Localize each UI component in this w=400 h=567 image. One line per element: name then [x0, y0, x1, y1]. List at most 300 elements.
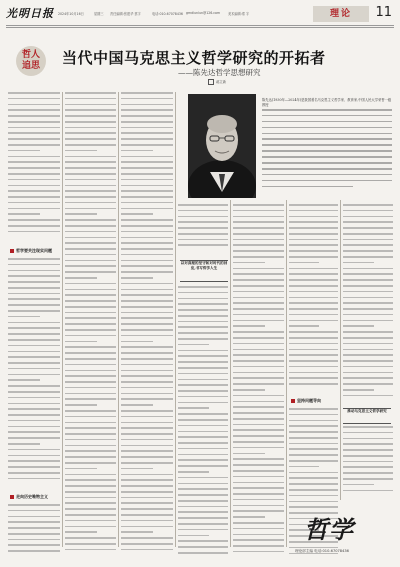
body-text-line [65, 185, 116, 187]
body-text-line [343, 210, 393, 212]
body-text-line [233, 331, 284, 333]
body-text-line [233, 279, 284, 281]
body-text-line [289, 408, 338, 410]
body-text-line [121, 531, 153, 533]
email-address: gmdlunlun@126.com [186, 11, 221, 15]
body-text-line [121, 497, 173, 499]
body-text-line [233, 441, 284, 443]
body-text-line [343, 297, 393, 299]
body-text-line [289, 262, 319, 264]
author-portrait [188, 94, 256, 198]
body-text-line [121, 474, 173, 476]
byline-box-icon [208, 79, 214, 85]
body-text-line [8, 431, 60, 433]
body-text-line [289, 431, 338, 433]
body-text-line [121, 410, 173, 412]
body-text-line [343, 227, 393, 229]
body-text-line [233, 389, 265, 391]
body-text-line [121, 427, 173, 429]
body-text-line [121, 283, 173, 285]
body-text-line [8, 533, 60, 535]
body-text-line [65, 422, 116, 424]
body-text-line [8, 219, 60, 221]
body-text-line [178, 216, 228, 218]
body-text-line [233, 262, 265, 264]
body-text-line [343, 244, 393, 246]
body-text-line [233, 210, 284, 212]
body-text-line [121, 404, 153, 406]
body-text-line [121, 422, 173, 424]
body-text-line [233, 227, 284, 229]
body-text-line [289, 256, 338, 258]
body-text-line [289, 448, 338, 450]
body-text-line [178, 244, 228, 246]
body-text-line [65, 364, 116, 366]
body-text-line [8, 516, 60, 518]
body-text-line [8, 333, 60, 335]
body-text-line [65, 202, 116, 204]
body-text-line [121, 167, 173, 169]
subheading-1-text: 哲学要关注现实问题 [16, 248, 52, 253]
body-text-line [289, 501, 338, 503]
body-text-line [233, 273, 284, 275]
body-text-line [65, 219, 116, 221]
body-text-line [8, 316, 40, 318]
text-column-6a [289, 204, 338, 394]
body-text-line [65, 491, 116, 493]
body-text-line [65, 190, 116, 192]
body-text-line [178, 471, 209, 473]
issue-date: 2024年10月16日 [58, 12, 84, 16]
body-text-line [8, 231, 60, 233]
body-text-line [8, 185, 60, 187]
body-text-line [233, 337, 284, 339]
body-text-line [178, 233, 228, 235]
body-text-line [289, 349, 338, 351]
body-text-line [65, 317, 116, 319]
body-text-line [8, 510, 60, 512]
body-text-line [8, 161, 60, 163]
body-text-line [343, 285, 393, 287]
body-text-line [289, 377, 338, 379]
body-text-line [65, 92, 116, 94]
body-text-line [289, 495, 338, 497]
body-text-line [121, 358, 173, 360]
body-text-line [65, 485, 116, 487]
body-text-line [178, 454, 228, 456]
body-text-line [65, 138, 116, 140]
body-text-line [233, 302, 284, 304]
body-text-line [178, 535, 209, 537]
body-text-line [121, 294, 173, 296]
body-text-line [343, 490, 393, 492]
body-text-line [178, 540, 228, 542]
body-text-line [65, 531, 97, 533]
body-text-line [289, 233, 338, 235]
body-text-line [289, 204, 338, 206]
headline: 当代中国马克思主义哲学研究的开拓者 [62, 49, 326, 67]
body-text-line [121, 300, 173, 302]
body-text-line [233, 314, 284, 316]
body-text-line [8, 287, 60, 289]
body-text-line [8, 298, 60, 300]
body-text-line [233, 499, 284, 501]
body-text-line [8, 167, 60, 169]
body-text-line [289, 210, 338, 212]
body-text-line [178, 523, 228, 525]
body-text-line [343, 268, 393, 270]
body-text-line [121, 132, 173, 134]
body-text-line [178, 390, 228, 392]
body-text-line [289, 372, 338, 374]
body-text-line [8, 478, 60, 480]
body-text-line [121, 485, 173, 487]
subheading-2 [291, 398, 321, 404]
body-text-line [343, 308, 393, 310]
body-text-line [178, 552, 228, 554]
body-text-line [65, 260, 116, 262]
body-text-line [178, 286, 228, 288]
body-text-line [178, 477, 228, 479]
body-text-line [343, 377, 393, 379]
body-text-line [121, 462, 173, 464]
body-text-line [233, 522, 284, 524]
body-text-line [65, 526, 116, 528]
body-text-line [65, 156, 116, 158]
pull-quote-1: 以对真理的坚守和对时代的回应,书写哲学人生 [180, 260, 228, 282]
body-text-line [121, 115, 173, 117]
body-text-line [343, 426, 393, 428]
body-text-line [8, 391, 60, 393]
footer-contact: 理论部主编 电话:010-67078436 [295, 549, 349, 553]
body-text-line [233, 221, 284, 223]
body-text-line [8, 132, 60, 134]
body-text-line [65, 132, 116, 134]
body-text-line [233, 545, 284, 547]
body-text-line [233, 487, 284, 489]
body-text-line [8, 264, 60, 266]
author-name: 郝立新 [216, 80, 227, 84]
body-text-line [8, 521, 60, 523]
body-text-line [233, 551, 284, 553]
body-text-line [178, 367, 228, 369]
body-text-line [8, 213, 40, 215]
body-text-line [289, 250, 338, 252]
body-text-line [178, 373, 228, 375]
body-text-line [233, 325, 265, 327]
body-text-line [343, 372, 393, 374]
body-text-line [178, 448, 228, 450]
body-text-line [121, 306, 173, 308]
body-text-line [178, 465, 228, 467]
section-brand: 哲学 [304, 515, 354, 544]
body-text-line [8, 270, 60, 272]
body-text-line [8, 127, 60, 129]
body-text-line [178, 338, 228, 340]
pull-quote-2: 推动马克思主义哲学研究 [343, 408, 391, 424]
body-text-line [178, 546, 228, 548]
body-text-line [8, 327, 60, 329]
body-text-line [121, 312, 173, 314]
body-text-line [289, 227, 338, 229]
body-text-line [8, 539, 60, 541]
body-text-line [121, 456, 173, 458]
body-text-line [233, 216, 284, 218]
subheading-3 [10, 494, 48, 500]
body-text-line [65, 433, 116, 435]
body-text-line [8, 179, 60, 181]
body-text-line [233, 505, 284, 507]
body-text-line [233, 412, 284, 414]
body-text-line [121, 109, 173, 111]
body-text-line [121, 335, 173, 337]
badge-line-1: 哲人 [21, 50, 40, 60]
body-text-line [233, 418, 284, 420]
body-text-line [121, 537, 173, 539]
body-text-line [121, 225, 173, 227]
body-text-line [121, 242, 173, 244]
body-text-line [178, 379, 228, 381]
body-text-line [121, 104, 173, 106]
body-text-line [121, 144, 173, 146]
body-text-line [233, 372, 284, 374]
body-text-line [178, 529, 228, 531]
body-text-line [289, 314, 338, 316]
body-text-line [65, 283, 116, 285]
body-text-line [65, 109, 116, 111]
body-text-line [233, 539, 284, 541]
body-text-line [178, 442, 228, 444]
body-text-line [343, 273, 393, 275]
body-text-line [343, 204, 393, 206]
body-text-line [233, 256, 284, 258]
body-text-line [8, 403, 60, 405]
newspaper-logo: 光明日报 [6, 7, 54, 20]
body-text-line [233, 250, 284, 252]
body-text-line [65, 387, 116, 389]
bio-block [262, 98, 392, 191]
body-text-line [233, 447, 284, 449]
body-text-line [8, 437, 60, 439]
section-tag: 理论 [313, 6, 369, 22]
body-text-line [178, 511, 228, 513]
body-text-line [65, 237, 116, 239]
body-text-line [8, 504, 60, 506]
body-text-line [343, 354, 393, 356]
body-text-line [233, 429, 284, 431]
body-text-line [178, 494, 228, 496]
body-text-line [343, 331, 393, 333]
body-text-line [8, 339, 60, 341]
body-text-line [343, 466, 393, 468]
body-text-line [121, 127, 173, 129]
body-text-line [65, 427, 116, 429]
body-text-line [8, 322, 60, 324]
body-text-line [289, 477, 338, 479]
body-text-line [178, 407, 209, 409]
body-text-line [65, 115, 116, 117]
body-text-line [121, 260, 173, 262]
body-text-line [65, 306, 116, 308]
body-text-line [65, 398, 116, 400]
body-text-line [8, 293, 60, 295]
body-text-line [121, 491, 173, 493]
body-text-line [8, 173, 60, 175]
body-text-line [233, 406, 284, 408]
body-text-line [8, 374, 60, 376]
body-text-line [343, 389, 374, 391]
body-text-line [121, 277, 153, 279]
body-text-line [233, 343, 284, 345]
body-text-line [289, 285, 338, 287]
body-text-line [121, 398, 173, 400]
body-text-line [289, 466, 319, 468]
body-text-line [233, 285, 284, 287]
body-text-line [289, 308, 338, 310]
body-text-line [65, 213, 97, 215]
body-text-line [121, 445, 173, 447]
body-text-line [65, 474, 116, 476]
body-text-line [343, 221, 393, 223]
body-text-line [289, 472, 338, 474]
body-text-line [233, 435, 284, 437]
body-text-line [65, 161, 116, 163]
body-text-line [178, 315, 228, 317]
body-text-line [178, 355, 228, 357]
body-text-line [65, 173, 116, 175]
body-text-line [65, 450, 116, 452]
body-text-line [65, 508, 116, 510]
body-text-line [178, 298, 228, 300]
body-text-line [178, 517, 228, 519]
body-text-line [289, 460, 338, 462]
body-text-line [8, 138, 60, 140]
body-text-line [343, 302, 393, 304]
body-text-line [8, 420, 60, 422]
text-column-5 [233, 204, 284, 560]
body-text-line [343, 291, 393, 293]
subheading-marker-icon [10, 495, 14, 499]
body-text-line [178, 459, 228, 461]
body-text-line [233, 458, 284, 460]
body-text-line [178, 344, 209, 346]
body-text-line [8, 472, 60, 474]
body-text-line [289, 268, 338, 270]
body-text-line [233, 291, 284, 293]
body-text-line [121, 237, 173, 239]
body-text-line [8, 208, 60, 210]
body-text-line [121, 219, 173, 221]
body-text-line [8, 304, 60, 306]
body-text-line [233, 360, 284, 362]
body-text-line [8, 275, 60, 277]
text-column-1c [8, 504, 60, 560]
body-text-line [8, 544, 60, 546]
body-text-line [65, 370, 116, 372]
body-text-line [178, 292, 228, 294]
body-text-line [8, 550, 60, 552]
body-text-line [343, 279, 393, 281]
body-text-line [343, 325, 374, 327]
body-text-line [178, 500, 228, 502]
body-text-line [121, 393, 173, 395]
body-text-line [233, 320, 284, 322]
body-text-line [233, 297, 284, 299]
body-text-line [343, 262, 374, 264]
text-column-2 [65, 92, 116, 560]
body-text-line [289, 454, 338, 456]
body-text-line [343, 239, 393, 241]
body-text-line [121, 190, 173, 192]
body-text-line [121, 161, 173, 163]
body-text-line [8, 196, 60, 198]
body-text-line [121, 549, 173, 551]
body-text-line [233, 308, 284, 310]
body-text-line [65, 121, 116, 123]
body-text-line [8, 225, 60, 227]
text-column-1 [8, 92, 60, 242]
body-text-line [121, 265, 173, 267]
masthead [6, 5, 394, 23]
body-text-line [65, 410, 116, 412]
portrait-illustration [188, 94, 256, 198]
body-text-line [289, 337, 338, 339]
body-text-line [121, 508, 173, 510]
body-text-line [121, 92, 173, 94]
body-text-line [343, 383, 393, 385]
body-text-line [65, 231, 116, 233]
body-text-line [8, 345, 60, 347]
body-text-line [8, 362, 60, 364]
body-text-line [65, 537, 116, 539]
body-text-line [178, 350, 228, 352]
badge-line-2: 追思 [21, 61, 40, 71]
body-text-line [65, 196, 116, 198]
body-text-line [343, 250, 393, 252]
body-text-line [65, 294, 116, 296]
body-text-line [8, 258, 60, 260]
text-column-7a [343, 204, 393, 404]
column-divider [340, 200, 341, 500]
body-text-line [121, 254, 173, 256]
column-divider [118, 92, 119, 547]
body-text-line [233, 476, 284, 478]
body-text-line [65, 445, 116, 447]
body-text-line [289, 273, 338, 275]
body-text-line [121, 520, 173, 522]
body-text-line [8, 109, 60, 111]
body-text-line [178, 506, 228, 508]
badge-text [8, 50, 54, 72]
body-text-line [8, 426, 60, 428]
body-text-line [289, 343, 338, 345]
body-text-line [233, 482, 284, 484]
body-text-line [289, 354, 338, 356]
body-text-line [8, 527, 60, 529]
masthead-rule-thin [6, 27, 394, 28]
body-text-line [178, 321, 228, 323]
body-text-line [121, 248, 173, 250]
body-text-line [121, 387, 173, 389]
body-text-line [233, 493, 284, 495]
body-text-line [65, 393, 116, 395]
body-text-line [65, 456, 116, 458]
body-text-line [65, 312, 116, 314]
body-text-line [65, 358, 116, 360]
body-text-line [343, 337, 393, 339]
body-text-line [233, 366, 284, 368]
body-text-line [121, 479, 173, 481]
